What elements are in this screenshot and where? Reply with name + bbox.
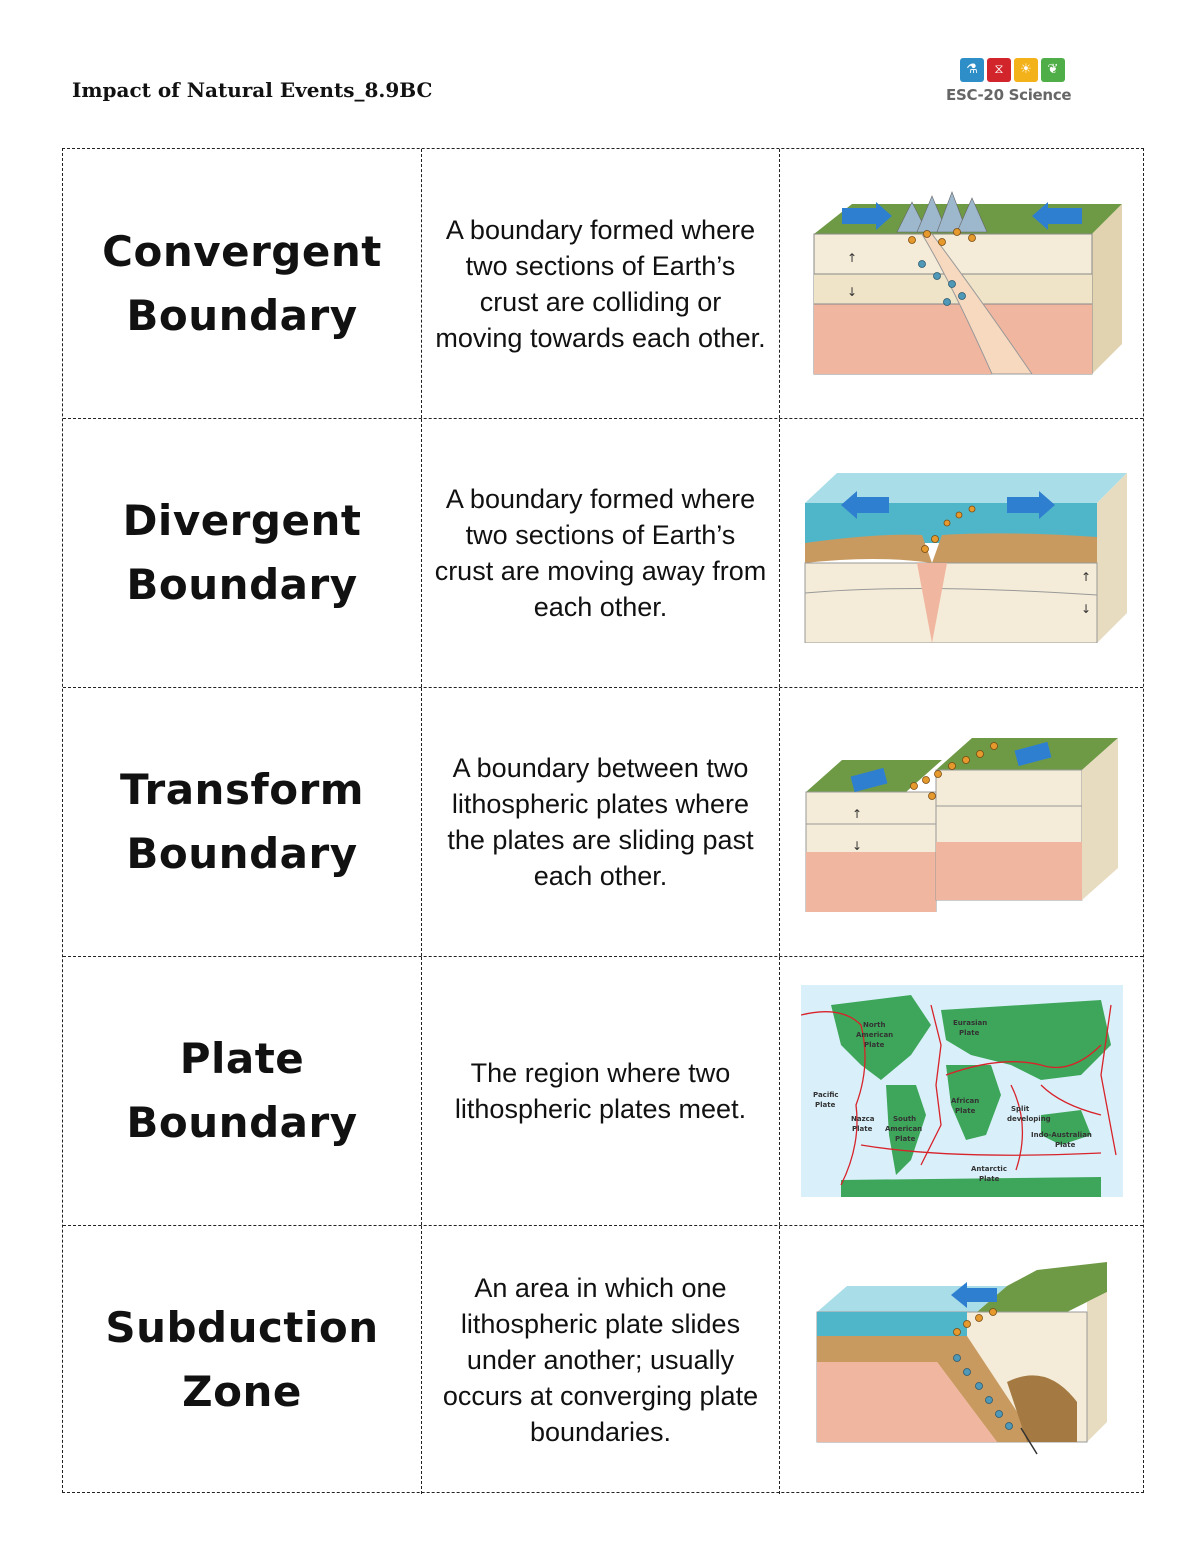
map-label: developing xyxy=(1006,1115,1051,1123)
svg-text:↓: ↓ xyxy=(851,839,862,853)
esc20-logo xyxy=(946,58,1096,108)
leaf-icon: ❦ xyxy=(1041,58,1065,82)
document-title: Impact of Natural Events_8.9BC xyxy=(72,78,433,102)
term-cell xyxy=(63,419,422,687)
convergent-boundary-diagram xyxy=(802,184,1122,384)
svg-text:↑: ↑ xyxy=(846,250,857,265)
map-label: North xyxy=(862,1021,885,1029)
illustration-cell xyxy=(780,419,1143,687)
svg-text:↓: ↓ xyxy=(846,284,857,299)
map-label: Nazca xyxy=(850,1115,875,1123)
term-heading xyxy=(116,1027,367,1155)
definition-text: A boundary formed where two sections of Earth’s crust are moving away from each other. xyxy=(434,484,767,622)
term-cell xyxy=(63,1226,422,1494)
map-label: Plate xyxy=(954,1107,975,1115)
svg-text:↓: ↓ xyxy=(1080,602,1091,616)
sun-icon: ☀ xyxy=(1014,58,1038,82)
illustration-cell xyxy=(780,149,1143,418)
illustration-cell xyxy=(780,957,1143,1225)
map-label: American xyxy=(884,1125,922,1133)
divergent-boundary-diagram xyxy=(797,463,1127,643)
definition-text: The region where two lithospheric plates meet. xyxy=(454,1058,747,1124)
term-line: Zone xyxy=(182,1367,302,1416)
illustration-cell xyxy=(780,1226,1143,1494)
definition-text: An area in which one lithospheric plate slides under another; usually occurs at converging plate boundaries. xyxy=(442,1273,759,1447)
map-label: American xyxy=(855,1031,893,1039)
term-line: Subduction xyxy=(105,1303,379,1352)
subduction-zone-diagram xyxy=(807,1262,1117,1458)
definition-cell xyxy=(422,957,780,1225)
term-line: Convergent xyxy=(102,226,382,276)
term-line: Boundary xyxy=(126,560,358,609)
term-line: Boundary xyxy=(126,290,358,340)
term-heading xyxy=(110,758,374,886)
card-row-convergent xyxy=(63,149,1143,418)
card-grid xyxy=(62,148,1144,1493)
logo-icons xyxy=(960,58,1065,82)
map-label: Plate xyxy=(894,1135,915,1143)
card-row-subduction xyxy=(63,1225,1143,1494)
map-label: Pacific xyxy=(812,1091,839,1099)
map-label: Split xyxy=(1010,1105,1029,1113)
svg-text:↑: ↑ xyxy=(851,807,862,821)
map-label: Eurasian xyxy=(952,1019,987,1027)
svg-text:↑: ↑ xyxy=(1080,570,1091,584)
definition-cell xyxy=(422,149,780,418)
term-line: Boundary xyxy=(126,829,358,878)
map-label: African xyxy=(950,1097,979,1105)
definition-cell xyxy=(422,688,780,956)
map-label: Plate xyxy=(814,1101,835,1109)
card-row-divergent xyxy=(63,418,1143,687)
term-cell xyxy=(63,688,422,956)
term-cell xyxy=(63,149,422,418)
map-label: Indo-Australian xyxy=(1030,1131,1092,1139)
map-label: Plate xyxy=(863,1041,884,1049)
map-label: Plate xyxy=(978,1175,999,1183)
definition-text: A boundary formed where two sections of Earth’s crust are colliding or moving towards each other. xyxy=(435,214,766,353)
definition-cell xyxy=(422,1226,780,1494)
map-label: Plate xyxy=(1054,1141,1075,1149)
term-line: Boundary xyxy=(126,1098,358,1147)
term-heading xyxy=(113,489,372,617)
card-row-transform xyxy=(63,687,1143,956)
illustration-cell xyxy=(780,688,1143,956)
map-label: Plate xyxy=(958,1029,979,1037)
definition-text: A boundary between two lithospheric plates where the plates are sliding past each other. xyxy=(447,753,754,891)
term-line: Plate xyxy=(179,1034,305,1083)
term-line: Divergent xyxy=(122,496,362,545)
map-label: Antarctic xyxy=(970,1165,1007,1173)
term-cell xyxy=(63,957,422,1225)
term-line: Transform xyxy=(119,765,365,814)
dna-icon: ⧖ xyxy=(987,58,1011,82)
transform-boundary-diagram xyxy=(802,732,1122,912)
map-label: Plate xyxy=(851,1125,872,1133)
world-plate-map xyxy=(801,985,1123,1197)
logo-text: ESC-20 Science xyxy=(946,86,1072,104)
flask-icon: ⚗ xyxy=(960,58,984,82)
definition-cell xyxy=(422,419,780,687)
term-heading xyxy=(95,1296,388,1424)
card-row-plate xyxy=(63,956,1143,1225)
term-heading xyxy=(92,220,392,348)
map-label: South xyxy=(892,1115,916,1123)
